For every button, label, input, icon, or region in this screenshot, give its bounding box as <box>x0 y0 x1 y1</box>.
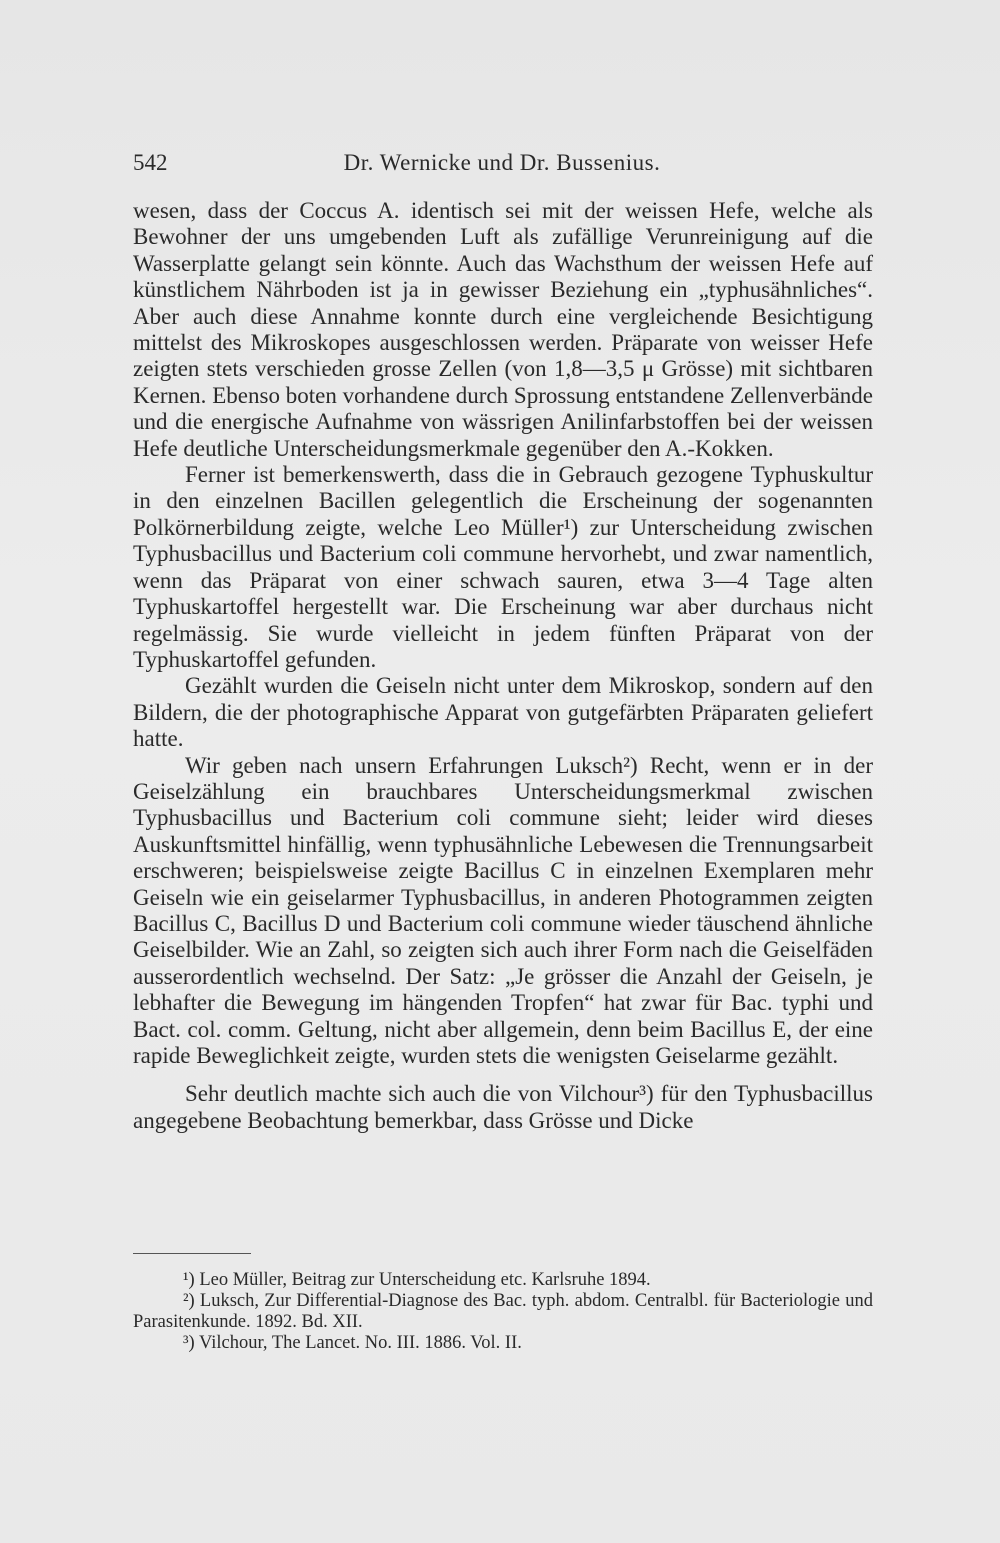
paragraph-3: Gezählt wurden die Geiseln nicht unter dem Mikroskop, sondern auf den Bildern, die der photographische Apparat von gutgefärbten Präparaten geliefert hatte. <box>133 673 873 752</box>
running-title: Dr. Wernicke und Dr. Bussenius. <box>343 150 661 175</box>
footnote-1: ¹) Leo Müller, Beitrag zur Unterscheidung etc. Karlsruhe 1894. <box>183 1270 651 1290</box>
footnotes <box>133 1270 873 1354</box>
paragraph-5: Sehr deutlich machte sich auch die von Vilchour³) für den Typhusbacillus angegebene Beobachtung bemerkbar, dass Grösse und Dicke <box>133 1081 873 1133</box>
page-header <box>133 150 871 180</box>
paragraph-2: Ferner ist bemerkenswerth, dass die in Gebrauch gezogene Typhuskultur in den einzelnen Bacillen gelegentlich die Erscheinung der sogenannten Polkörnerbildung zeigte, welche Leo Müller¹) zur Unterscheidung zwischen Typhusbacillus und Bacterium coli commune hervorhebt, und zwar namentlich, wenn das Präparat von einer schwach sauren, etwa 3—4 Tage alten Typhuskartoffel hergestellt war. Die Erscheinung war aber durchaus nicht regelmässig. Sie wurde vielleicht in jedem fünften Präparat von der Typhuskartoffel gefunden. <box>133 462 873 672</box>
paragraph-4: Wir geben nach unsern Erfahrungen Luksch²) Recht, wenn er in der Geiselzählung ein brauchbares Unterscheidungsmerkmal zwischen Typhusbacillus und Bacterium coli commune sieht; leider wird dieses Auskunftsmittel hinfällig, wenn typhusähnliche Lebewesen die Trennungsarbeit erschweren; beispielsweise zeigte Bacillus C in einzelnen Exemplaren mehr Geiseln wie ein geiselarmer Typhusbacillus, in anderen Photogrammen zeigten Bacillus C, Bacillus D und Bacterium coli commune wieder täuschend ähnliche Geiselbilder. Wie an Zahl, so zeigten sich auch ihrer Form nach die Geiselfäden ausserordentlich wechselnd. Der Satz: „Je grösser die Anzahl der Geiseln, je lebhafter die Bewegung im hängenden Tropfen“ hat zwar für Bac. typhi und Bact. col. comm. Geltung, nicht aber allgemein, denn beim Bacillus E, der eine rapide Beweglichkeit zeigte, wurden stets die wenigsten Geiselarme gezählt. <box>133 752 873 1068</box>
page-number: 542 <box>133 150 168 175</box>
footnote-3: ³) Vilchour, The Lancet. No. III. 1886. Vol. II. <box>183 1333 522 1353</box>
footnote-2: ²) Luksch, Zur Differential-Diagnose des Bac. typh. abdom. Centralbl. für Bacteriologie und Parasitenkunde. 1892. Bd. XII. <box>133 1291 873 1332</box>
footnote-divider <box>133 1253 251 1254</box>
paragraph-1: wesen, dass der Coccus A. identisch sei mit der weissen Hefe, welche als Bewohner der uns umgebenden Luft als zufällige Verunreinigung auf die Wasserplatte gelangt sein könnte. Auch das Wachsthum der weissen Hefe auf künstlichem Nährboden ist ja in gewisser Beziehung ein „typhusähnliches“. Aber auch diese Annahme konnte durch eine vergleichende Besichtigung mittelst des Mikroskopes ausgeschlossen werden. Präparate von weisser Hefe zeigten stets verschieden grosse Zellen (von 1,8—3,5 μ Grösse) mit sichtbaren Kernen. Ebenso boten vorhandene durch Sprossung entstandene Zellenverbände und die energische Aufnahme von wässrigen Anilinfarbstoffen bei der weissen Hefe deutliche Unterscheidungsmerkmale gegenüber den A.-Kokken. <box>133 198 873 461</box>
main-text <box>133 198 873 1134</box>
